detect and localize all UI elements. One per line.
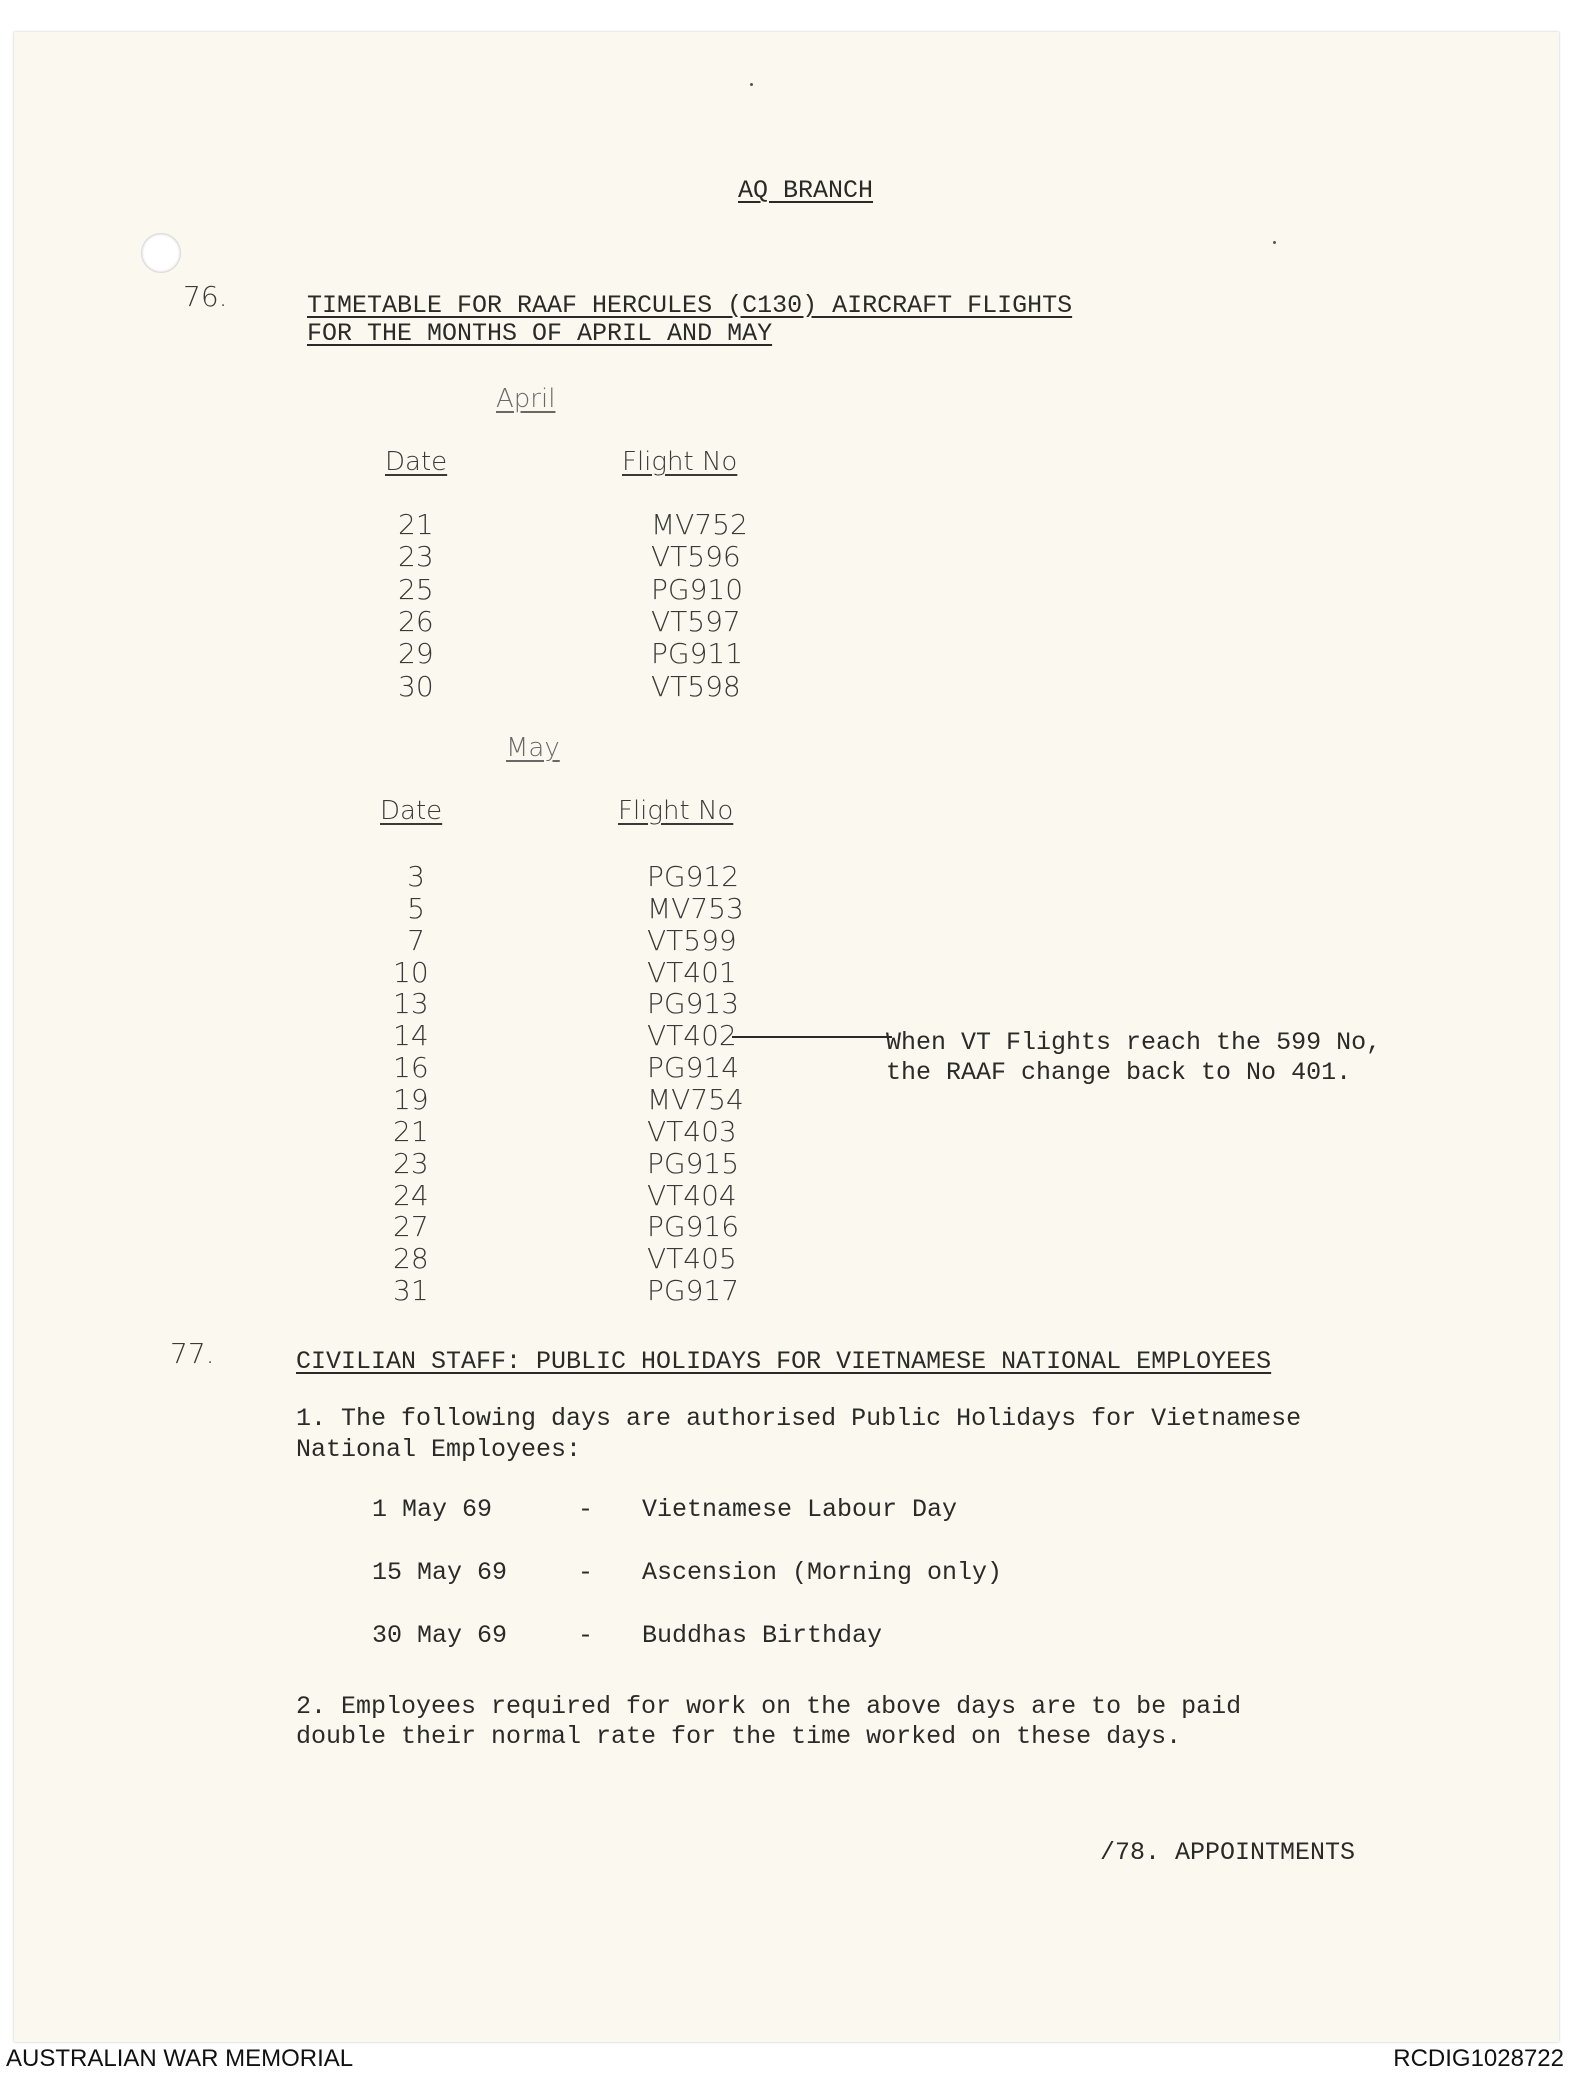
footer-source: AUSTRALIAN WAR MEMORIAL bbox=[6, 2045, 354, 2072]
april-heading: April bbox=[496, 384, 556, 414]
april-date-cell: 21 bbox=[398, 508, 434, 541]
section-76-number: 76. bbox=[183, 280, 228, 313]
april-date-cell: 25 bbox=[398, 572, 434, 606]
holiday-dash: - bbox=[578, 1495, 594, 1524]
holiday-name: Vietnamese Labour Day bbox=[642, 1495, 958, 1524]
holiday-date: 15 May 69 bbox=[372, 1558, 508, 1587]
section-76-title-line2: FOR THE MONTHS OF APRIL AND MAY bbox=[307, 319, 773, 348]
holiday-name: Buddhas Birthday bbox=[642, 1621, 883, 1650]
may-date-cell: 23 bbox=[393, 1146, 429, 1180]
holiday-name: Ascension (Morning only) bbox=[642, 1558, 1003, 1587]
may-date-cell: 31 bbox=[393, 1274, 429, 1308]
may-flight-cell: VT402 bbox=[647, 1019, 737, 1053]
para2-line1: 2. Employees required for work on the above days are to be paid bbox=[296, 1692, 1242, 1721]
may-flight-cell: VT403 bbox=[647, 1114, 737, 1148]
page-title: AQ BRANCH bbox=[738, 176, 874, 205]
flight-note-line2: the RAAF change back to No 401. bbox=[886, 1058, 1352, 1087]
may-date-cell: 27 bbox=[393, 1210, 429, 1244]
paper-speck bbox=[750, 83, 753, 86]
may-flight-cell: VT401 bbox=[647, 955, 737, 989]
may-heading: May bbox=[506, 733, 560, 763]
para1-line2: National Employees: bbox=[296, 1435, 582, 1464]
april-flight-cell: MV752 bbox=[651, 508, 748, 541]
may-date-cell: 7 bbox=[407, 923, 425, 957]
may-flight-cell: PG917 bbox=[647, 1274, 740, 1308]
holiday-dash: - bbox=[578, 1558, 594, 1587]
may-date-cell: 13 bbox=[393, 987, 429, 1021]
april-flight-cell: PG911 bbox=[651, 637, 744, 671]
para1-line1: 1. The following days are authorised Public Holidays for Vietnamese bbox=[296, 1404, 1302, 1433]
may-flight-cell: MV754 bbox=[647, 1082, 744, 1116]
may-flight-cell: PG914 bbox=[647, 1051, 740, 1085]
may-date-cell: 21 bbox=[393, 1114, 429, 1148]
april-flight-cell: PG910 bbox=[651, 572, 744, 606]
continuation-note: /78. APPOINTMENTS bbox=[1100, 1838, 1356, 1867]
holiday-date: 30 May 69 bbox=[372, 1621, 508, 1650]
may-date-header: Date bbox=[380, 796, 443, 826]
footer-id: RCDIG1028722 bbox=[1393, 2045, 1564, 2072]
april-date-cell: 26 bbox=[398, 604, 434, 638]
april-flight-cell: VT596 bbox=[651, 540, 741, 574]
section-77-title: CIVILIAN STAFF: PUBLIC HOLIDAYS FOR VIETNAMESE NATIONAL EMPLOYEES bbox=[296, 1347, 1272, 1376]
punch-hole bbox=[141, 233, 181, 273]
may-date-cell: 19 bbox=[393, 1082, 429, 1116]
may-flight-cell: PG916 bbox=[647, 1210, 740, 1244]
may-flight-cell: VT404 bbox=[647, 1178, 737, 1212]
may-flight-header: Flight No bbox=[618, 796, 734, 826]
may-flight-cell: VT405 bbox=[647, 1242, 737, 1276]
may-flight-cell: MV753 bbox=[647, 891, 744, 925]
may-flight-cell: PG913 bbox=[647, 987, 740, 1021]
section-76-title-line1: TIMETABLE FOR RAAF HERCULES (C130) AIRCRAFT FLIGHTS bbox=[307, 291, 1073, 320]
may-flight-cell: PG915 bbox=[647, 1146, 740, 1180]
paper-speck bbox=[1273, 241, 1276, 244]
note-connector-line bbox=[732, 1036, 892, 1038]
april-flight-cell: VT598 bbox=[651, 669, 741, 703]
may-date-cell: 24 bbox=[393, 1178, 429, 1212]
may-date-cell: 3 bbox=[407, 860, 425, 893]
section-77-number: 77. bbox=[170, 1337, 215, 1370]
april-flight-header: Flight No bbox=[622, 447, 738, 477]
may-flight-cell: VT599 bbox=[647, 923, 737, 957]
april-flight-cell: VT597 bbox=[651, 604, 741, 638]
april-date-header: Date bbox=[385, 447, 448, 477]
may-date-cell: 16 bbox=[393, 1051, 429, 1085]
may-date-cell: 14 bbox=[393, 1019, 429, 1053]
may-date-cell: 5 bbox=[407, 891, 425, 925]
may-date-cell: 28 bbox=[393, 1242, 429, 1276]
holiday-dash: - bbox=[578, 1621, 594, 1650]
april-date-cell: 29 bbox=[398, 637, 434, 671]
april-date-cell: 23 bbox=[398, 540, 434, 574]
para2-line2: double their normal rate for the time worked on these days. bbox=[296, 1722, 1182, 1751]
april-date-cell: 30 bbox=[398, 669, 434, 703]
may-date-cell: 10 bbox=[393, 955, 429, 989]
flight-note-line1: When VT Flights reach the 599 No, bbox=[886, 1028, 1382, 1057]
holiday-date: 1 May 69 bbox=[372, 1495, 493, 1524]
may-flight-cell: PG912 bbox=[647, 860, 740, 893]
